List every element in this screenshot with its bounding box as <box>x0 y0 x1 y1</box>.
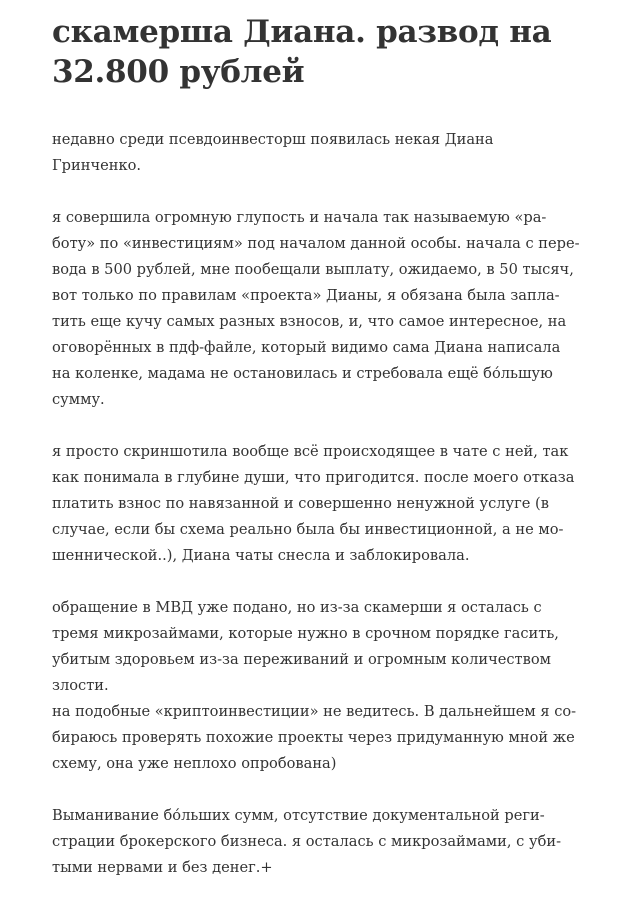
paragraph-line: боту» по «инвестициям» под началом данной особы. начала с пере- <box>52 235 580 252</box>
paragraph-line: случае, если бы схема реально была бы инвестиционной, а не мо- <box>52 521 564 538</box>
article-body <box>52 127 592 907</box>
article-title-line: 32.800 рублей <box>52 54 305 90</box>
paragraph-line: страции брокерского бизнеса. я осталась с микрозаймами, с уби- <box>52 833 562 850</box>
paragraph-line: вот только по правилам «проекта» Дианы, я обязана была запла- <box>52 287 560 304</box>
article-title <box>52 12 592 92</box>
article-header <box>52 12 592 92</box>
paragraph-line: на коленке, мадама не остановилась и стребовала ещё бо́льшую <box>52 365 553 382</box>
paragraph <box>52 595 592 777</box>
paragraph-line: я совершила огромную глупость и начала так называемую «ра- <box>52 209 547 226</box>
paragraph-line: сумму. <box>52 391 105 408</box>
paragraph-line: тыми нервами и без денег.+ <box>52 859 273 876</box>
paragraph-line: вода в 500 рублей, мне пообещали выплату, ожидаемо, в 50 тысяч, <box>52 261 574 278</box>
paragraph-line: тить еще кучу самых разных взносов, и, что самое интересное, на <box>52 313 567 330</box>
paragraph <box>52 127 592 179</box>
paragraph-line: недавно среди псевдоинвесторш появилась некая Диана <box>52 131 494 148</box>
paragraph-line: платить взнос по навязанной и совершенно ненужной услуге (в <box>52 495 549 512</box>
paragraph-line: оговорённых в пдф-файле, который видимо сама Диана написала <box>52 339 561 356</box>
paragraph-line: на подобные «криптоинвестиции» не ведитесь. В дальнейшем я со- <box>52 703 577 720</box>
paragraph-line: я просто скриншотила вообще всё происходящее в чате с ней, так <box>52 443 569 460</box>
paragraph <box>52 803 592 881</box>
paragraph-line: тремя микрозаймами, которые нужно в срочном порядке гасить, <box>52 625 559 642</box>
paragraph-line: Выманивание бо́льших сумм, отсутствие документальной реги- <box>52 807 545 824</box>
paragraph-line: бираюсь проверять похожие проекты через придуманную мной же <box>52 729 575 746</box>
paragraph-line: убитым здоровьем из-за переживаний и огромным количеством <box>52 651 551 668</box>
paragraph-line: обращение в МВД уже подано, но из-за скамерши я осталась с <box>52 599 542 616</box>
article-title-line: скамерша Диана. развод на <box>52 14 552 50</box>
paragraph-line: злости. <box>52 677 109 694</box>
paragraph <box>52 439 592 569</box>
paragraph <box>52 205 592 413</box>
paragraph-line: схему, она уже неплохо опробована) <box>52 755 337 772</box>
paragraph-line: как понимала в глубине души, что пригодится. после моего отказа <box>52 469 575 486</box>
paragraph-line: Гринченко. <box>52 157 142 174</box>
paragraph-line: шеннической..), Диана чаты снесла и заблокировала. <box>52 547 470 564</box>
